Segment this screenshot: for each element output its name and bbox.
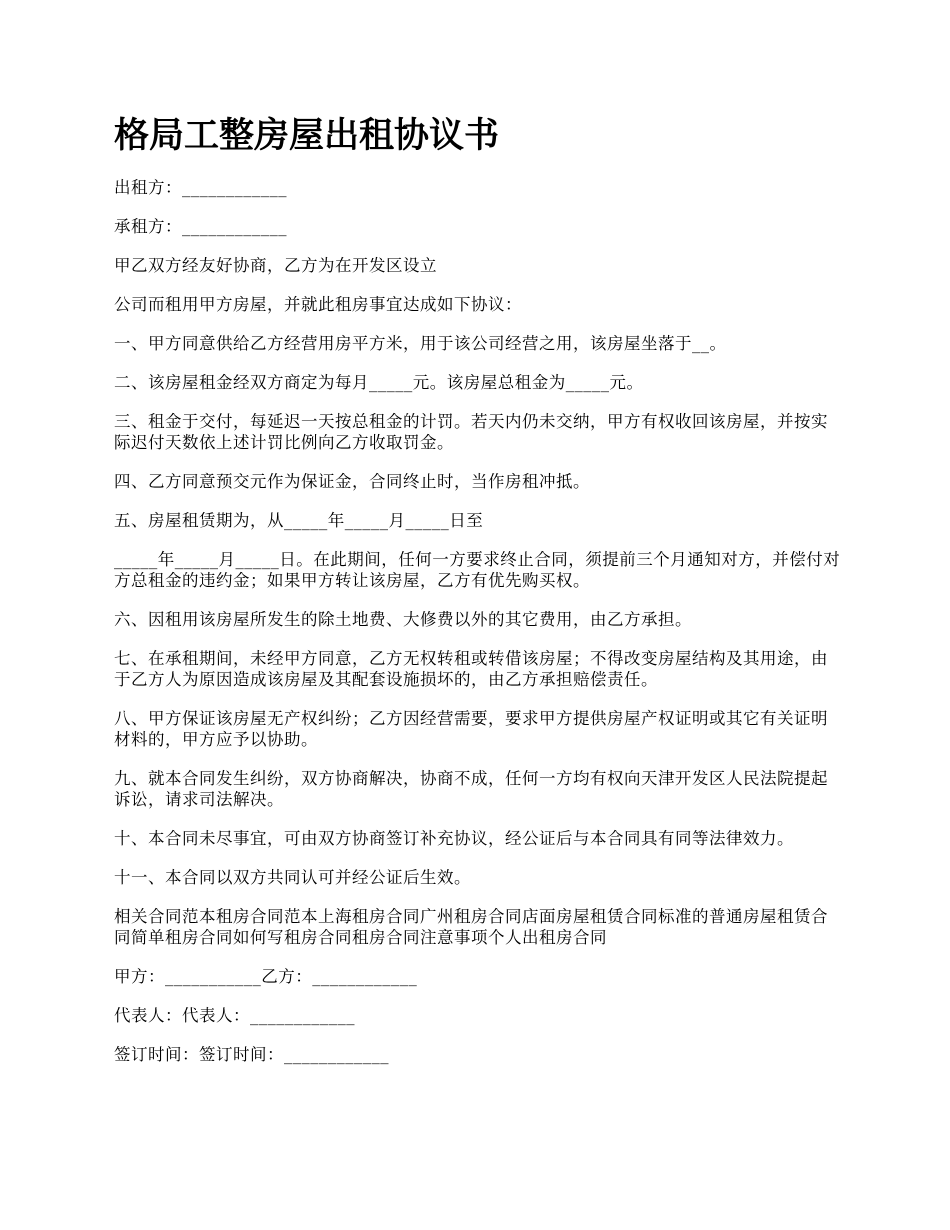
intro-paragraph-1: 甲乙双方经友好协商，乙方为在开发区设立: [114, 256, 437, 275]
representative-line: 代表人：代表人：____________: [114, 1006, 355, 1025]
clause-2: 二、该房屋租金经双方商定为每月_____元。该房屋总租金为_____元。: [114, 373, 644, 392]
party-signature-line: 甲方：___________乙方：____________: [114, 967, 418, 986]
clause-8: 八、甲方保证该房屋无产权纠纷；乙方因经营需要，要求甲方提供房屋产权证明或其它有关证明材料的，甲方应予以协助。: [114, 709, 828, 749]
clause-4: 四、乙方同意预交元作为保证金，合同终止时，当作房租冲抵。: [114, 472, 590, 491]
clause-9: 九、就本合同发生纠纷，双方协商解决，协商不成，任何一方均有权向天津开发区人民法院提起诉讼，请求司法解决。: [114, 769, 828, 809]
signing-date-line: 签订时间：签订时间：____________: [114, 1045, 389, 1064]
document-page: [114, 112, 844, 1083]
lessee-line: 承租方：____________: [114, 217, 287, 236]
related-templates-paragraph: 相关合同范本租房合同范本上海租房合同广州租房合同店面房屋租赁合同标准的普通房屋租赁合同简单租房合同如何写租房合同租房合同注意事项个人出租房合同: [114, 907, 828, 947]
clause-7: 七、在承租期间，未经甲方同意，乙方无权转租或转借该房屋；不得改变房屋结构及其用途，由于乙方人为原因造成该房屋及其配套设施损坏的，由乙方承担赔偿责任。: [114, 649, 828, 689]
document-title: 格局工整房屋出租协议书: [114, 116, 500, 156]
clause-3: 三、租金于交付，每延迟一天按总租金的计罚。若天内仍未交纳，甲方有权收回该房屋，并按实际迟付天数依上述计罚比例向乙方收取罚金。: [114, 412, 828, 452]
clause-5: 五、房屋租赁期为，从_____年_____月_____日至: [114, 511, 484, 530]
clause-11: 十一、本合同以双方共同认可并经公证后生效。: [114, 868, 471, 887]
clause-6: 六、因租用该房屋所发生的除土地费、大修费以外的其它费用，由乙方承担。: [114, 610, 692, 629]
clause-5-continued: _____年_____月_____日。在此期间，任何一方要求终止合同，须提前三个月通知对方，并偿付对方总租金的违约金；如果甲方转让该房屋，乙方有优先购买权。: [114, 550, 841, 590]
clause-10: 十、本合同未尽事宜，可由双方协商签订补充协议，经公证后与本合同具有同等法律效力。: [114, 829, 794, 848]
clause-1: 一、甲方同意供给乙方经营用房平方米，用于该公司经营之用，该房屋坐落于__。: [114, 334, 727, 353]
intro-paragraph-2: 公司而租用甲方房屋，并就此租房事宜达成如下协议：: [114, 295, 522, 314]
lessor-line: 出租方：____________: [114, 178, 287, 197]
